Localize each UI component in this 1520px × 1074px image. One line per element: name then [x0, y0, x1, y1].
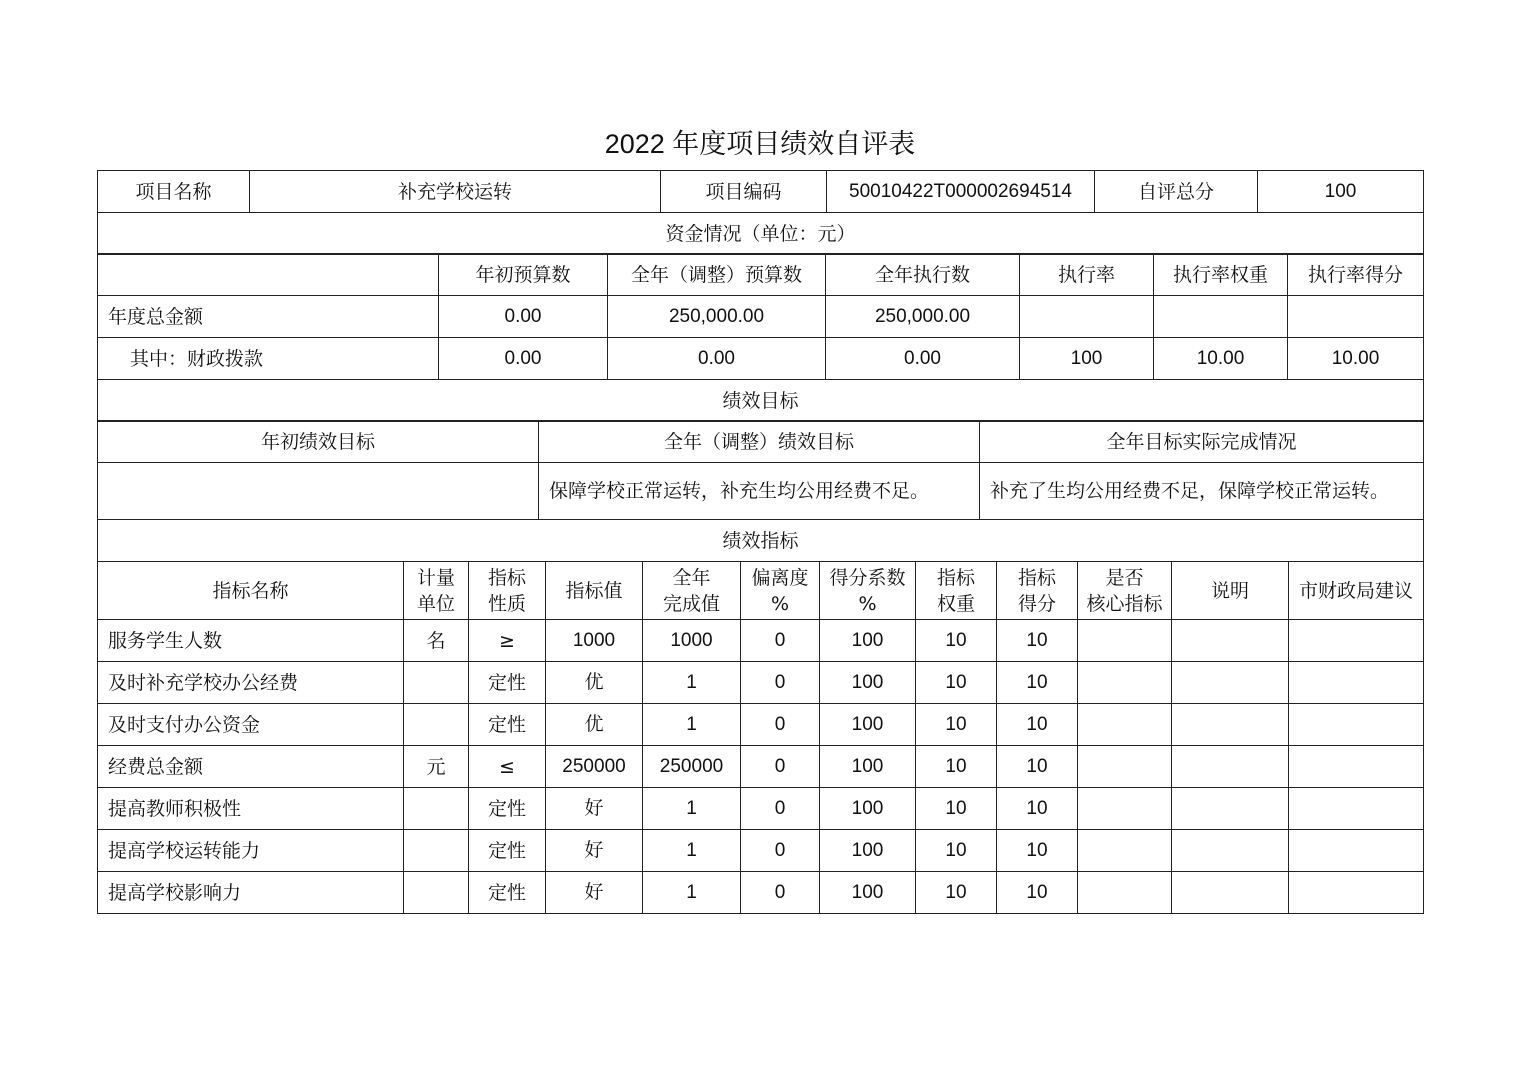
indicator-cell: 10 — [997, 704, 1078, 746]
initial-goal-cell — [98, 463, 539, 520]
indicators-section-title: 绩效指标 — [98, 520, 1424, 562]
goals-table — [97, 420, 1424, 562]
indicator-cell: 0 — [741, 662, 820, 704]
indicator-cell — [1289, 872, 1424, 914]
indicator-cell — [1172, 704, 1289, 746]
funds-cell — [1020, 296, 1154, 338]
funds-header-cell: 执行率权重 — [1154, 254, 1288, 296]
indicator-cell: 100 — [820, 620, 916, 662]
funds-header-cell: 全年（调整）预算数 — [608, 254, 826, 296]
indicator-cell: 服务学生人数 — [98, 620, 404, 662]
goals-header-row — [98, 421, 1424, 463]
funds-header-cell: 执行率得分 — [1288, 254, 1424, 296]
indicator-cell: ≥ — [469, 620, 546, 662]
funds-header-cell — [98, 254, 439, 296]
indicator-cell: 0 — [741, 872, 820, 914]
indicator-cell: 定性 — [469, 788, 546, 830]
indicator-cell: 250000 — [546, 746, 643, 788]
funds-cell: 10.00 — [1288, 338, 1424, 380]
funds-cell: 0.00 — [826, 338, 1020, 380]
indicator-cell — [1172, 620, 1289, 662]
indicator-cell — [1078, 830, 1172, 872]
indicator-cell: 10 — [916, 830, 997, 872]
funds-cell: 其中：财政拨款 — [98, 338, 439, 380]
indicator-cell: 10 — [997, 746, 1078, 788]
indicator-cell: 定性 — [469, 662, 546, 704]
indicator-cell — [1078, 704, 1172, 746]
table-row — [98, 620, 1424, 662]
indicator-cell — [1172, 872, 1289, 914]
indicator-header-cell: 指标 权重 — [916, 562, 997, 620]
indicator-cell: 1 — [643, 872, 741, 914]
indicator-cell: 10 — [916, 788, 997, 830]
indicator-cell: 100 — [820, 788, 916, 830]
funds-cell: 0.00 — [608, 338, 826, 380]
indicator-cell — [1078, 620, 1172, 662]
indicators-header-row — [98, 562, 1424, 620]
funds-cell — [1288, 296, 1424, 338]
indicator-cell: 1000 — [546, 620, 643, 662]
indicator-cell: 100 — [820, 662, 916, 704]
indicator-cell: 10 — [997, 830, 1078, 872]
funds-section-title: 资金情况（单位：元） — [98, 213, 1424, 255]
table-row — [98, 746, 1424, 788]
indicator-cell — [404, 830, 469, 872]
indicator-cell: 10 — [997, 872, 1078, 914]
indicator-cell — [1078, 872, 1172, 914]
indicator-cell: 1000 — [643, 620, 741, 662]
indicator-header-cell: 计量 单位 — [404, 562, 469, 620]
indicator-cell: 提高学校运转能力 — [98, 830, 404, 872]
adjusted-goal-cell: 保障学校正常运转，补充生均公用经费不足。 — [539, 463, 980, 520]
funds-cell: 0.00 — [439, 296, 608, 338]
indicator-cell — [404, 662, 469, 704]
indicator-cell — [404, 872, 469, 914]
indicator-cell: 10 — [916, 872, 997, 914]
indicator-cell: 好 — [546, 830, 643, 872]
indicator-cell — [1289, 746, 1424, 788]
funds-header-row — [98, 254, 1424, 296]
indicator-cell: 及时补充学校办公经费 — [98, 662, 404, 704]
indicator-cell — [1172, 746, 1289, 788]
table-row — [98, 662, 1424, 704]
indicator-cell: 1 — [643, 704, 741, 746]
indicator-cell: 10 — [997, 620, 1078, 662]
project-code-label: 项目编码 — [661, 171, 827, 213]
indicator-header-cell: 得分系数 % — [820, 562, 916, 620]
indicator-cell: 100 — [820, 704, 916, 746]
indicator-header-cell: 指标值 — [546, 562, 643, 620]
table-row — [98, 830, 1424, 872]
funds-cell: 250,000.00 — [608, 296, 826, 338]
indicator-cell — [404, 704, 469, 746]
self-score-value: 100 — [1258, 171, 1424, 213]
indicator-cell: 100 — [820, 830, 916, 872]
indicator-cell — [1078, 788, 1172, 830]
indicator-cell: 100 — [820, 746, 916, 788]
indicator-cell: 1 — [643, 788, 741, 830]
indicator-cell: 0 — [741, 704, 820, 746]
funds-header-cell: 年初预算数 — [439, 254, 608, 296]
indicator-header-cell: 指标 性质 — [469, 562, 546, 620]
indicators-table — [97, 561, 1424, 914]
indicator-cell — [1289, 704, 1424, 746]
indicator-cell — [1078, 662, 1172, 704]
funds-cell: 年度总金额 — [98, 296, 439, 338]
funds-cell: 100 — [1020, 338, 1154, 380]
indicator-cell — [1172, 830, 1289, 872]
project-info-table — [97, 170, 1424, 255]
page-title: 2022 年度项目绩效自评表 — [604, 129, 916, 159]
indicator-rows — [98, 620, 1424, 914]
indicator-cell: 元 — [404, 746, 469, 788]
funds-cell — [1154, 296, 1288, 338]
indicator-cell: 0 — [741, 788, 820, 830]
goals-header-cell: 年初绩效目标 — [98, 421, 539, 463]
indicator-cell — [1172, 662, 1289, 704]
indicator-cell — [404, 788, 469, 830]
indicator-cell: 优 — [546, 704, 643, 746]
indicator-cell: 提高教师积极性 — [98, 788, 404, 830]
indicator-cell: 10 — [916, 746, 997, 788]
funds-header-cell: 执行率 — [1020, 254, 1154, 296]
indicator-cell: 10 — [997, 662, 1078, 704]
project-name-label: 项目名称 — [98, 171, 250, 213]
indicator-header-cell: 指标 得分 — [997, 562, 1078, 620]
funds-header-cell: 全年执行数 — [826, 254, 1020, 296]
table-row — [98, 872, 1424, 914]
indicator-cell: 250000 — [643, 746, 741, 788]
indicator-cell: 0 — [741, 830, 820, 872]
indicator-cell: 10 — [916, 704, 997, 746]
indicator-cell: 好 — [546, 872, 643, 914]
indicator-header-cell: 是否 核心指标 — [1078, 562, 1172, 620]
indicator-header-cell: 指标名称 — [98, 562, 404, 620]
funds-cell: 250,000.00 — [826, 296, 1020, 338]
funds-cell: 0.00 — [439, 338, 608, 380]
indicator-cell — [1289, 620, 1424, 662]
indicator-cell: 名 — [404, 620, 469, 662]
indicator-cell: 定性 — [469, 872, 546, 914]
indicator-cell — [1078, 746, 1172, 788]
funds-row — [98, 338, 1424, 380]
indicator-cell: ≤ — [469, 746, 546, 788]
indicator-cell: 10 — [916, 620, 997, 662]
goals-header-cell: 全年（调整）绩效目标 — [539, 421, 980, 463]
indicator-header-cell: 偏离度 % — [741, 562, 820, 620]
indicator-cell: 定性 — [469, 830, 546, 872]
indicator-cell: 提高学校影响力 — [98, 872, 404, 914]
indicator-header-cell: 市财政局建议 — [1289, 562, 1424, 620]
self-score-label: 自评总分 — [1095, 171, 1258, 213]
indicator-cell: 10 — [916, 662, 997, 704]
indicator-cell: 10 — [997, 788, 1078, 830]
project-code-value: 50010422T000002694514 — [827, 171, 1095, 213]
table-row — [98, 788, 1424, 830]
indicator-cell: 0 — [741, 746, 820, 788]
indicator-header-cell: 全年 完成值 — [643, 562, 741, 620]
indicator-header-cell: 说明 — [1172, 562, 1289, 620]
table-row — [98, 704, 1424, 746]
indicator-cell: 1 — [643, 662, 741, 704]
indicator-cell — [1289, 662, 1424, 704]
actual-completion-cell: 补充了生均公用经费不足，保障学校正常运转。 — [980, 463, 1424, 520]
indicator-cell: 好 — [546, 788, 643, 830]
project-name-value: 补充学校运转 — [250, 171, 661, 213]
indicator-cell: 100 — [820, 872, 916, 914]
goals-section-title: 绩效目标 — [98, 380, 1424, 422]
indicator-cell: 定性 — [469, 704, 546, 746]
indicator-cell: 及时支付办公资金 — [98, 704, 404, 746]
indicator-cell — [1289, 788, 1424, 830]
funds-cell: 10.00 — [1154, 338, 1288, 380]
indicator-cell — [1289, 830, 1424, 872]
goals-value-row — [98, 463, 1424, 520]
indicator-cell: 1 — [643, 830, 741, 872]
indicator-cell: 优 — [546, 662, 643, 704]
indicator-cell: 经费总金额 — [98, 746, 404, 788]
indicator-cell — [1172, 788, 1289, 830]
funds-row — [98, 296, 1424, 338]
funds-table — [97, 253, 1424, 422]
goals-header-cell: 全年目标实际完成情况 — [980, 421, 1424, 463]
indicator-cell: 0 — [741, 620, 820, 662]
